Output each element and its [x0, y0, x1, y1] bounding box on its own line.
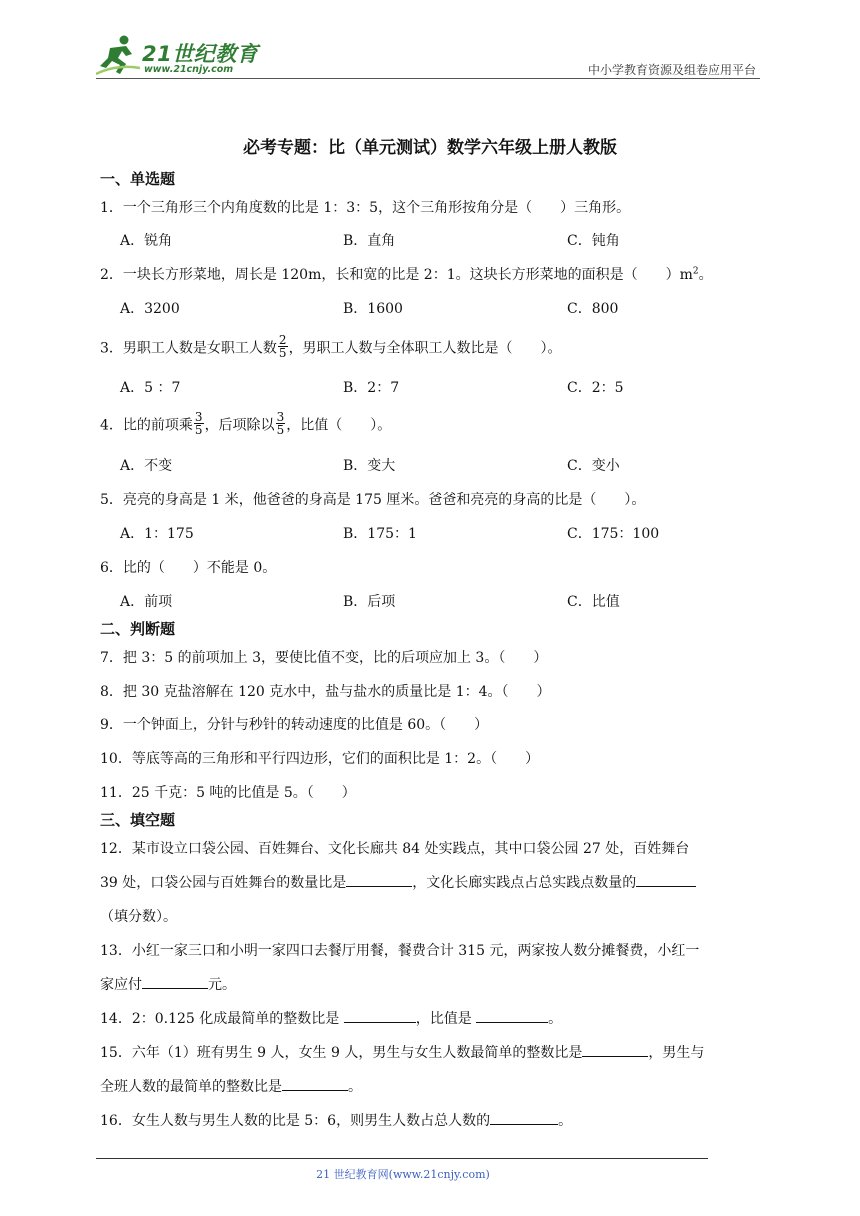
fraction — [276, 411, 286, 436]
question-5: 5．亮亮的身高是 1 米，他爸爸的身高是 175 厘米。爸爸和亮亮的身高的比是（ ）。 — [100, 492, 646, 508]
question-4-end: ，比值（ ）。 — [286, 417, 392, 434]
q5-option-a: A．1：175 — [120, 526, 194, 542]
q1-option-c: C．钝角 — [567, 233, 620, 249]
question-3 — [100, 333, 562, 361]
section-heading-true-false: 二、判断题 — [100, 620, 176, 638]
q5-option-b: B．175：1 — [343, 526, 417, 542]
q2-option-c: C．800 — [567, 301, 619, 317]
answer-blank[interactable] — [476, 1008, 548, 1023]
question-14-text-a: 14．2：0.125 化成最简单的整数比是 — [100, 1011, 344, 1027]
fraction — [278, 334, 288, 359]
question-4-middle: ，后项除以 — [204, 417, 275, 434]
question-14 — [100, 1008, 562, 1028]
page-footer: 21 世纪教育网(www.21cnjy.com) — [316, 1168, 490, 1181]
question-15-text-c: 全班人数的最简单的整数比是 — [100, 1079, 282, 1095]
question-6: 6．比的（ ）不能是 0。 — [100, 560, 277, 576]
question-3-end: ，男职工人数与全体职工人数比是（ ）。 — [288, 340, 562, 357]
answer-blank[interactable] — [346, 872, 412, 887]
fraction-numerator: 2 — [278, 333, 287, 347]
question-14-text-b: ，比值是 — [415, 1011, 477, 1027]
question-12-line-2 — [100, 872, 696, 892]
q3-option-a: A．5 ：7 — [120, 380, 181, 396]
question-2-text: 2．一块长方形菜地，周长是 120m，长和宽的比是 2：1。这块长方形菜地的面积是（ ）m — [100, 267, 693, 283]
footer-divider — [96, 1158, 708, 1159]
answer-blank[interactable] — [582, 1042, 648, 1057]
runner-logo-icon — [96, 34, 142, 76]
section-heading-single-choice: 一、单选题 — [100, 170, 176, 188]
question-15-text-a: 15．六年（1）班有男生 9 人，女生 9 人，男生与女生人数最简单的整数比是 — [100, 1045, 583, 1061]
question-4-text: 4．比的前项乘 — [100, 417, 193, 434]
q6-option-c: C．比值 — [567, 594, 620, 610]
logo-brand-text: 21世纪教育 — [142, 42, 259, 66]
logo-url-text: www.21cnjy.com — [144, 64, 234, 75]
header-divider — [96, 78, 760, 79]
answer-blank[interactable] — [282, 1076, 348, 1091]
question-9: 9．一个钟面上，分针与秒针的转动速度的比值是 60。（ ） — [100, 717, 489, 733]
question-12-line-1: 12．某市设立口袋公园、百姓舞台、文化长廊共 84 处实践点，其中口袋公园 27 处，百姓舞台 — [100, 841, 690, 857]
question-15-line-1 — [100, 1042, 704, 1062]
question-10: 10．等底等高的三角形和平行四边形，它们的面积比是 1：2。（ ） — [100, 751, 540, 767]
question-12-text-b: ，文化长廊实践点占总实践点数量的 — [412, 875, 637, 891]
q2-option-a: A．3200 — [120, 301, 180, 317]
question-13-text-b: 元。 — [208, 977, 236, 993]
question-8: 8．把 30 克盐溶解在 120 克水中，盐与盐水的质量比是 1：4。（ ） — [100, 684, 551, 700]
question-12-text-a: 39 处，口袋公园与百姓舞台的数量比是 — [100, 875, 347, 891]
logo — [96, 34, 266, 80]
answer-blank[interactable] — [490, 1110, 558, 1125]
page-header — [96, 30, 760, 80]
q4-option-b: B．变大 — [343, 458, 396, 474]
answer-blank[interactable] — [344, 1008, 416, 1023]
question-1: 1．一个三角形三个内角度数的比是 1：3：5，这个三角形按角分是（ ）三角形。 — [100, 200, 631, 216]
question-7: 7．把 3：5 的前项加上 3，要使比值不变，比的后项应加上 3。（ ） — [100, 650, 548, 666]
question-2 — [100, 264, 713, 284]
question-13-text-a: 家应付 — [100, 977, 142, 993]
question-13-line-1: 13．小红一家三口和小明一家四口去餐厅用餐，餐费合计 315 元，两家按人数分摊餐费，小红一 — [100, 943, 700, 959]
q3-option-c: C．2：5 — [567, 380, 624, 396]
question-16 — [100, 1110, 572, 1130]
question-16-text-b: 。 — [558, 1113, 573, 1129]
q4-option-a: A．不变 — [120, 458, 173, 474]
q3-option-b: B．2：7 — [343, 380, 400, 396]
question-4 — [100, 410, 392, 438]
q1-option-b: B．直角 — [343, 233, 396, 249]
q4-option-c: C．变小 — [567, 458, 620, 474]
answer-blank[interactable] — [636, 872, 696, 887]
question-16-text-a: 16．女生人数与男生人数的比是 5：6，则男生人数占总人数的 — [100, 1113, 491, 1129]
question-2-superscript: 2 — [692, 266, 699, 277]
fraction — [194, 411, 204, 436]
answer-blank[interactable] — [142, 974, 208, 989]
question-14-text-c: 。 — [548, 1011, 563, 1027]
fraction-numerator: 3 — [194, 410, 203, 424]
question-15-line-2 — [100, 1076, 362, 1096]
q2-option-b: B．1600 — [343, 301, 403, 317]
question-12-line-3: （填分数）。 — [100, 909, 177, 925]
fraction-denominator: 5 — [194, 423, 203, 437]
question-11: 11．25 千克：5 吨的比值是 5。（ ） — [100, 785, 356, 801]
q6-option-a: A．前项 — [120, 594, 173, 610]
question-15-text-d: 。 — [348, 1079, 362, 1095]
q5-option-c: C．175：100 — [567, 526, 660, 542]
q1-option-a: A．锐角 — [120, 233, 173, 249]
section-heading-fill-blank: 三、填空题 — [100, 811, 176, 829]
fraction-numerator: 3 — [276, 410, 285, 424]
question-2-end: 。 — [698, 267, 713, 283]
question-3-text: 3．男职工人数是女职工人数 — [100, 340, 277, 357]
page-title: 必考专题：比（单元测试）数学六年级上册人教版 — [243, 138, 617, 158]
header-tagline: 中小学教育资源及组卷应用平台 — [587, 63, 756, 77]
fraction-denominator: 5 — [276, 423, 285, 437]
question-15-text-b: ，男生与 — [648, 1045, 705, 1061]
q6-option-b: B．后项 — [343, 594, 396, 610]
fraction-denominator: 5 — [278, 346, 287, 360]
question-13-line-2 — [100, 974, 236, 994]
